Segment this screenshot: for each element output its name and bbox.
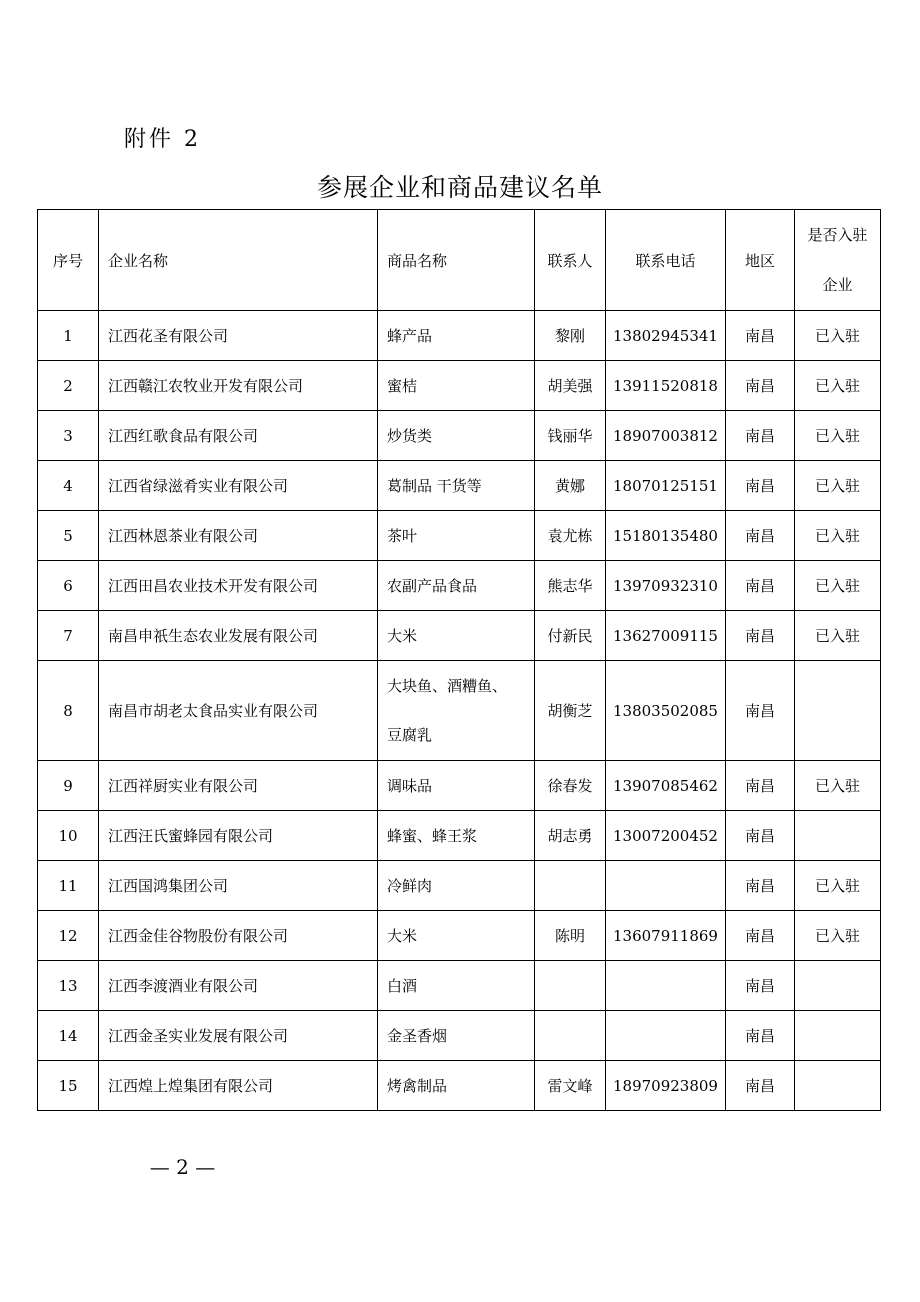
col-header-status <box>795 210 881 311</box>
cell-contact <box>535 1011 606 1061</box>
cell-region: 南昌 <box>726 761 795 811</box>
table-row <box>38 761 881 811</box>
cell-company: 江西祥厨实业有限公司 <box>99 761 378 811</box>
table-row <box>38 611 881 661</box>
col-header-company: 企业名称 <box>99 210 378 311</box>
cell-phone: 13803502085 <box>606 661 726 761</box>
cell-product: 蜜桔 <box>378 361 535 411</box>
cell-phone <box>606 1011 726 1061</box>
cell-product <box>378 661 535 761</box>
cell-phone <box>606 861 726 911</box>
cell-contact: 陈明 <box>535 911 606 961</box>
cell-phone: 18970923809 <box>606 1061 726 1111</box>
cell-region: 南昌 <box>726 961 795 1011</box>
cell-no: 7 <box>38 611 99 661</box>
cell-company: 江西省绿滋肴实业有限公司 <box>99 461 378 511</box>
cell-region: 南昌 <box>726 661 795 761</box>
cell-no: 2 <box>38 361 99 411</box>
cell-company: 江西国鸿集团公司 <box>99 861 378 911</box>
cell-status: 已入驻 <box>795 861 881 911</box>
cell-contact: 黎刚 <box>535 311 606 361</box>
cell-company: 江西金圣实业发展有限公司 <box>99 1011 378 1061</box>
cell-company: 江西林恩茶业有限公司 <box>99 511 378 561</box>
cell-product: 蜂蜜、蜂王浆 <box>378 811 535 861</box>
cell-status: 已入驻 <box>795 311 881 361</box>
cell-company: 江西花圣有限公司 <box>99 311 378 361</box>
cell-product: 农副产品食品 <box>378 561 535 611</box>
col-header-contact: 联系人 <box>535 210 606 311</box>
cell-product: 烤禽制品 <box>378 1061 535 1111</box>
cell-product: 蜂产品 <box>378 311 535 361</box>
cell-company: 江西李渡酒业有限公司 <box>99 961 378 1011</box>
cell-region: 南昌 <box>726 311 795 361</box>
cell-phone: 13802945341 <box>606 311 726 361</box>
table-row <box>38 511 881 561</box>
cell-region: 南昌 <box>726 461 795 511</box>
cell-product: 金圣香烟 <box>378 1011 535 1061</box>
cell-no: 13 <box>38 961 99 1011</box>
cell-company: 江西赣江农牧业开发有限公司 <box>99 361 378 411</box>
cell-region: 南昌 <box>726 561 795 611</box>
cell-no: 4 <box>38 461 99 511</box>
cell-contact: 胡衡芝 <box>535 661 606 761</box>
table-row <box>38 961 881 1011</box>
cell-region: 南昌 <box>726 411 795 461</box>
cell-contact: 付新民 <box>535 611 606 661</box>
col-header-no: 序号 <box>38 210 99 311</box>
col-header-region: 地区 <box>726 210 795 311</box>
cell-status: 已入驻 <box>795 761 881 811</box>
cell-region: 南昌 <box>726 361 795 411</box>
cell-region: 南昌 <box>726 811 795 861</box>
cell-contact: 熊志华 <box>535 561 606 611</box>
cell-status: 已入驻 <box>795 911 881 961</box>
cell-no: 5 <box>38 511 99 561</box>
cell-phone: 18070125151 <box>606 461 726 511</box>
cell-status: 已入驻 <box>795 561 881 611</box>
cell-phone: 13627009115 <box>606 611 726 661</box>
cell-no: 8 <box>38 661 99 761</box>
cell-region: 南昌 <box>726 1011 795 1061</box>
cell-phone <box>606 961 726 1011</box>
cell-contact: 雷文峰 <box>535 1061 606 1111</box>
table-row <box>38 661 881 761</box>
cell-product: 葛制品 干货等 <box>378 461 535 511</box>
col-header-status-line2: 企业 <box>822 276 853 294</box>
cell-product: 白酒 <box>378 961 535 1011</box>
table-row <box>38 811 881 861</box>
cell-product-line2: 豆腐乳 <box>387 725 433 744</box>
document-title: 参展企业和商品建议名单 <box>316 173 603 202</box>
cell-product: 大米 <box>378 611 535 661</box>
cell-phone: 13911520818 <box>606 361 726 411</box>
col-header-product: 商品名称 <box>378 210 535 311</box>
cell-region: 南昌 <box>726 861 795 911</box>
table-header-row <box>38 210 881 311</box>
cell-status <box>795 661 881 761</box>
cell-no: 10 <box>38 811 99 861</box>
table-row <box>38 861 881 911</box>
cell-product-line1: 大块鱼、酒糟鱼、 <box>387 676 508 695</box>
cell-contact: 胡美强 <box>535 361 606 411</box>
cell-status: 已入驻 <box>795 361 881 411</box>
cell-status: 已入驻 <box>795 611 881 661</box>
table-row <box>38 411 881 461</box>
table-row <box>38 561 881 611</box>
cell-company: 江西煌上煌集团有限公司 <box>99 1061 378 1111</box>
cell-region: 南昌 <box>726 611 795 661</box>
attachment-label: 附件 2 <box>124 127 201 152</box>
exhibitor-table <box>37 209 881 1111</box>
cell-status: 已入驻 <box>795 461 881 511</box>
cell-contact: 黄娜 <box>535 461 606 511</box>
cell-phone: 13607911869 <box>606 911 726 961</box>
cell-no: 9 <box>38 761 99 811</box>
table-row <box>38 461 881 511</box>
cell-contact <box>535 961 606 1011</box>
cell-phone: 13970932310 <box>606 561 726 611</box>
cell-no: 3 <box>38 411 99 461</box>
cell-phone: 15180135480 <box>606 511 726 561</box>
cell-region: 南昌 <box>726 911 795 961</box>
cell-product: 大米 <box>378 911 535 961</box>
cell-company: 南昌市胡老太食品实业有限公司 <box>99 661 378 761</box>
cell-no: 6 <box>38 561 99 611</box>
cell-contact <box>535 861 606 911</box>
table-row <box>38 361 881 411</box>
cell-no: 12 <box>38 911 99 961</box>
col-header-phone: 联系电话 <box>606 210 726 311</box>
cell-status <box>795 1011 881 1061</box>
cell-phone: 18907003812 <box>606 411 726 461</box>
cell-product: 茶叶 <box>378 511 535 561</box>
cell-company: 江西红歌食品有限公司 <box>99 411 378 461</box>
cell-company: 江西金佳谷物股份有限公司 <box>99 911 378 961</box>
cell-no: 14 <box>38 1011 99 1061</box>
table-row <box>38 1011 881 1061</box>
table-row <box>38 311 881 361</box>
cell-product: 冷鲜肉 <box>378 861 535 911</box>
cell-company: 江西汪氏蜜蜂园有限公司 <box>99 811 378 861</box>
cell-phone: 13007200452 <box>606 811 726 861</box>
table-row <box>38 911 881 961</box>
cell-status: 已入驻 <box>795 411 881 461</box>
cell-product: 调味品 <box>378 761 535 811</box>
page-number: — 2 — <box>149 1155 216 1179</box>
cell-company: 南昌申祇生态农业发展有限公司 <box>99 611 378 661</box>
cell-no: 11 <box>38 861 99 911</box>
cell-contact: 钱丽华 <box>535 411 606 461</box>
col-header-status-line1: 是否入驻 <box>807 226 868 244</box>
cell-contact: 徐春发 <box>535 761 606 811</box>
cell-status: 已入驻 <box>795 511 881 561</box>
cell-phone: 13907085462 <box>606 761 726 811</box>
table-row <box>38 1061 881 1111</box>
cell-contact: 袁尤栋 <box>535 511 606 561</box>
cell-region: 南昌 <box>726 511 795 561</box>
cell-company: 江西田昌农业技术开发有限公司 <box>99 561 378 611</box>
cell-product: 炒货类 <box>378 411 535 461</box>
cell-no: 1 <box>38 311 99 361</box>
cell-status <box>795 811 881 861</box>
cell-region: 南昌 <box>726 1061 795 1111</box>
cell-status <box>795 961 881 1011</box>
cell-contact: 胡志勇 <box>535 811 606 861</box>
cell-status <box>795 1061 881 1111</box>
cell-no: 15 <box>38 1061 99 1111</box>
